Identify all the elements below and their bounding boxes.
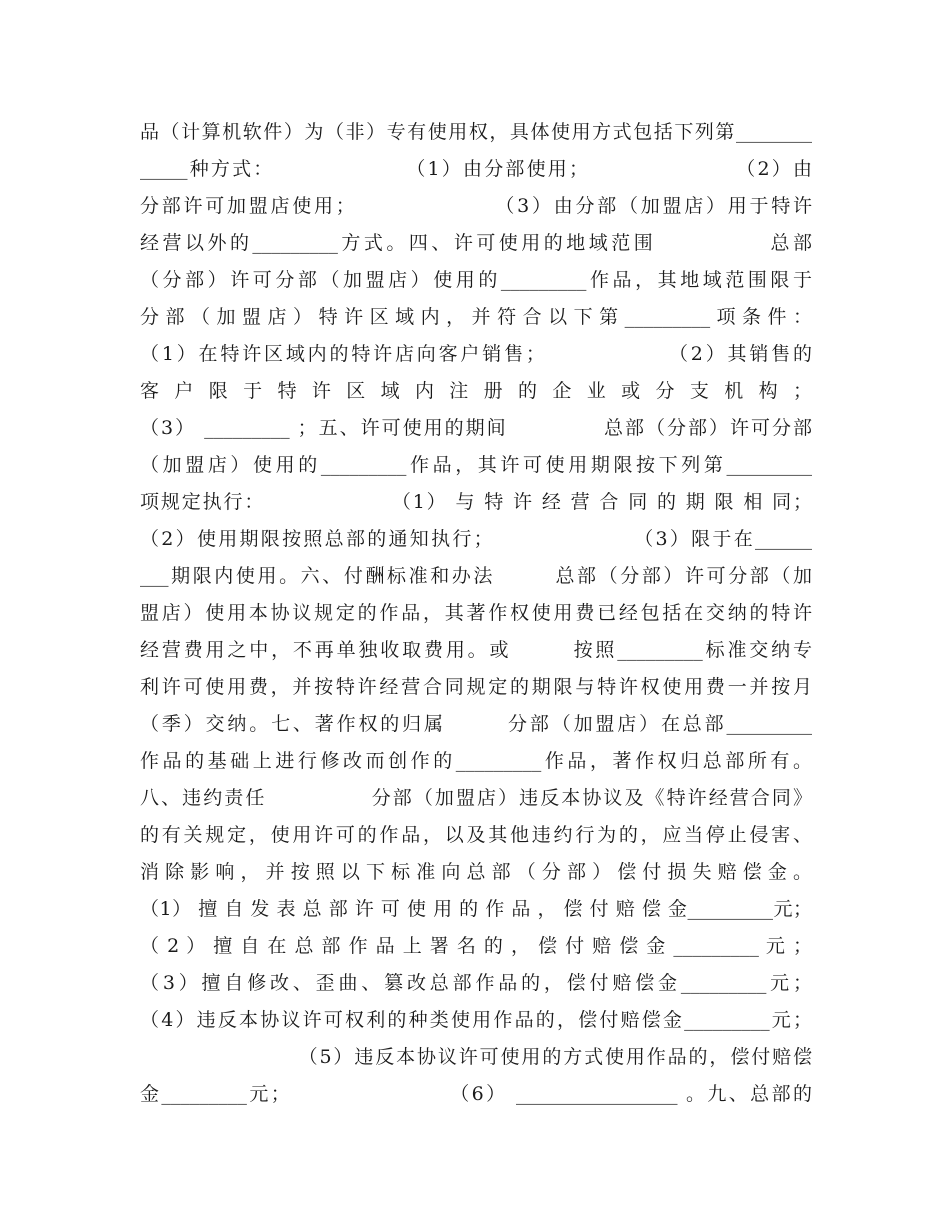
text-line: 项规定执行： （1） 与 特 许 经 营 合 同 的 期 限 相 同； — [140, 491, 812, 513]
text-line: （季）交纳。七、著作权的归属 分部（加盟店）在总部_________ — [140, 713, 812, 735]
text-line: 消 除 影 响 ， 并 按 照 以 下 标 准 向 总 部 （ 分 部 ） 偿 付 损 失 赔 偿 金 。 — [140, 861, 812, 883]
text-line: 经营以外的_________方式。四、许可使用的地域范围 总部 — [140, 232, 812, 254]
text-line: 的有关规定，使用许可的作品，以及其他违约行为的，应当停止侵害、 — [140, 824, 812, 846]
text-line: （1）在特许区域内的特许店向客户销售； （2）其销售的 — [140, 343, 812, 365]
text-line: （5）违反本协议许可使用的方式使用作品的，偿付赔偿 — [140, 1046, 812, 1068]
text-line: （加盟店）使用的_________作品，其许可使用期限按下列第_________ — [140, 454, 812, 476]
text-line: 利许可使用费，并按特许经营合同规定的期限与特许权使用费一并按月 — [140, 676, 812, 698]
text-line: 品（计算机软件）为（非）专有使用权，具体使用方式包括下列第________ — [140, 121, 812, 143]
text-line: （ 2 ） 擅 自 在 总 部 作 品 上 署 名 的 ， 偿 付 赔 偿 金 _________ 元 ； — [140, 935, 812, 957]
text-line: （分部）许可分部（加盟店）使用的_________作品，其地域范围限于 — [140, 269, 812, 291]
text-line: 作品的基础上进行修改而创作的_________作品，著作权归总部所有。 — [140, 750, 812, 772]
text-line: 客 户 限 于 特 许 区 域 内 注 册 的 企 业 或 分 支 机 构 ； — [140, 380, 812, 402]
text-line: 分部许可加盟店使用； （3）由分部（加盟店）用于特许 — [140, 195, 812, 217]
text-line: ___期限内使用。六、付酬标准和办法 总部（分部）许可分部（加 — [140, 565, 812, 587]
text-line: 八、违约责任 分部（加盟店）违反本协议及《特许经营合同》 — [140, 787, 812, 809]
text-line: （1） 擅 自 发 表 总 部 许 可 使 用 的 作 品 ， 偿 付 赔 偿 金_________元； — [140, 898, 812, 920]
text-line: （2）使用期限按照总部的通知执行； （3）限于在______ — [140, 528, 812, 550]
document-body-text — [140, 114, 812, 1113]
text-line: （3）擅自修改、歪曲、篡改总部作品的，偿付赔偿金_________元； — [140, 972, 812, 994]
text-line: _____种方式： （1）由分部使用； （2）由 — [140, 158, 812, 180]
text-line: 盟店）使用本协议规定的作品，其著作权使用费已经包括在交纳的特许 — [140, 602, 812, 624]
text-line: （3） _________ ；五、许可使用的期间 总部（分部）许可分部 — [140, 417, 812, 439]
text-line: 分 部 （ 加 盟 店 ） 特 许 区 域 内 ， 并 符 合 以 下 第 _________ 项 条 件 ： — [140, 306, 812, 328]
text-line: 金_________元； （6） _________________ 。九、总部的 — [140, 1083, 812, 1105]
text-line: 经营费用之中，不再单独收取费用。或 按照_________标准交纳专 — [140, 639, 812, 661]
text-line: （4）违反本协议许可权利的种类使用作品的，偿付赔偿金_________元； — [140, 1009, 812, 1031]
